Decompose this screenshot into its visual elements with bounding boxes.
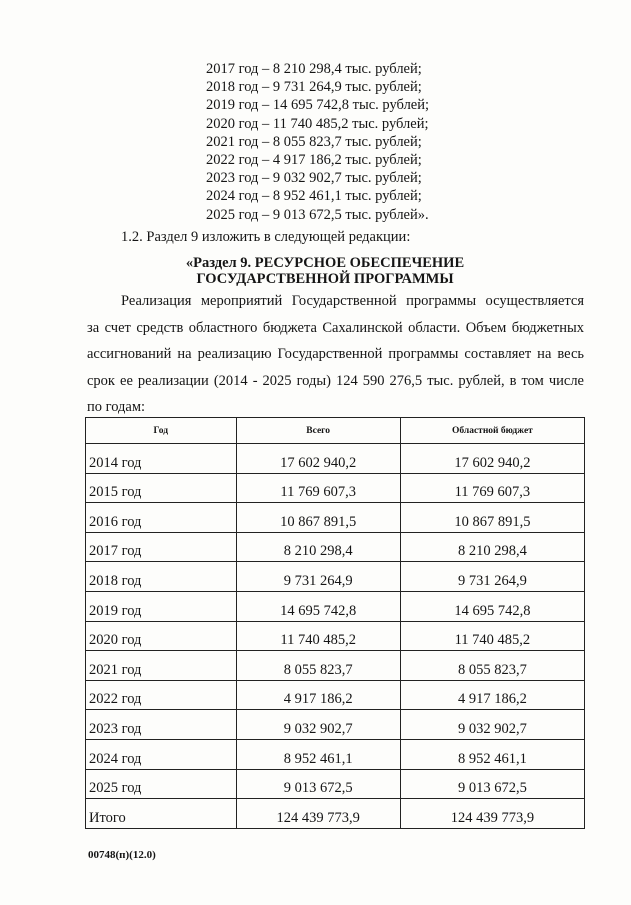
cell-year: 2014 год (86, 444, 237, 474)
paragraph-line: за счет средств областного бюджета Сахалинской области. Объем бюджетных (87, 319, 584, 336)
cell-total: 10 867 891,5 (236, 503, 400, 533)
table-row (86, 621, 585, 651)
cell-total: 8 210 298,4 (236, 532, 400, 562)
cell-regional: 11 769 607,3 (400, 473, 584, 503)
cell-regional: 124 439 773,9 (400, 799, 584, 829)
cell-year: 2025 год (86, 769, 237, 799)
paragraph-line: Реализация мероприятий Государственной программы осуществляется (121, 293, 584, 309)
table-row (86, 473, 585, 503)
table-row (86, 651, 585, 681)
cell-year: Итого (86, 799, 237, 829)
table-row (86, 562, 585, 592)
table-total-row (86, 799, 585, 829)
table-row (86, 532, 585, 562)
table-row (86, 739, 585, 769)
cell-year: 2023 год (86, 710, 237, 740)
year-list-item: 2019 год – 14 695 742,8 тыс. рублей; (206, 97, 430, 114)
cell-total: 124 439 773,9 (236, 799, 400, 829)
cell-year: 2018 год (86, 562, 237, 592)
body-paragraph (87, 288, 584, 421)
cell-regional: 17 602 940,2 (400, 444, 584, 474)
cell-regional: 14 695 742,8 (400, 591, 584, 621)
document-code: 00748(п)(12.0) (88, 849, 156, 861)
header-regional-budget: Областной бюджет (400, 418, 584, 444)
cell-total: 14 695 742,8 (236, 591, 400, 621)
section-title-line: ГОСУДАРСТВЕННОЙ ПРОГРАММЫ (196, 271, 454, 287)
table-row (86, 710, 585, 740)
cell-year: 2021 год (86, 651, 237, 681)
year-list-item: 2017 год – 8 210 298,4 тыс. рублей; (206, 61, 422, 77)
cell-year: 2015 год (86, 473, 237, 503)
cell-total: 8 952 461,1 (236, 739, 400, 769)
cell-total: 9 731 264,9 (236, 562, 400, 592)
table-row (86, 769, 585, 799)
cell-total: 17 602 940,2 (236, 444, 400, 474)
cell-total: 4 917 186,2 (236, 680, 400, 710)
cell-total: 9 013 672,5 (236, 769, 400, 799)
cell-year: 2022 год (86, 680, 237, 710)
paragraph-line: срок ее реализации (2014 - 2025 годы) 124 590 276,5 тыс. рублей, в том числе (87, 372, 584, 389)
cell-regional: 11 740 485,2 (400, 621, 584, 651)
section-title-line: «Раздел 9. РЕСУРСНОЕ ОБЕСПЕЧЕНИЕ (185, 255, 465, 271)
cell-year: 2016 год (86, 503, 237, 533)
cell-total: 11 740 485,2 (236, 621, 400, 651)
section-title (150, 255, 500, 287)
year-list-item: 2021 год – 8 055 823,7 тыс. рублей; (206, 133, 422, 150)
table-row (86, 591, 585, 621)
cell-total: 11 769 607,3 (236, 473, 400, 503)
cell-regional: 9 032 902,7 (400, 710, 584, 740)
cell-regional: 9 013 672,5 (400, 769, 584, 799)
cell-total: 8 055 823,7 (236, 651, 400, 681)
paragraph-line: ассигнований на реализацию Государственной программы составляет на весь (87, 346, 584, 362)
cell-regional: 9 731 264,9 (400, 562, 584, 592)
year-list-item: 2024 год – 8 952 461,1 тыс. рублей; (206, 188, 422, 205)
cell-regional: 10 867 891,5 (400, 503, 584, 533)
cell-year: 2024 год (86, 739, 237, 769)
year-funding-list (206, 60, 429, 224)
cell-regional: 4 917 186,2 (400, 680, 584, 710)
cell-regional: 8 952 461,1 (400, 739, 584, 769)
paragraph-line: по годам: (87, 399, 146, 415)
cell-year: 2019 год (86, 591, 237, 621)
cell-regional: 8 210 298,4 (400, 532, 584, 562)
year-list-item: 2018 год – 9 731 264,9 тыс. рублей; (206, 79, 422, 96)
year-list-item: 2025 год – 9 013 672,5 тыс. рублей». (206, 206, 429, 223)
header-total: Всего (236, 418, 400, 444)
table-row (86, 680, 585, 710)
cell-total: 9 032 902,7 (236, 710, 400, 740)
year-list-item: 2022 год – 4 917 186,2 тыс. рублей; (206, 151, 422, 168)
cell-regional: 8 055 823,7 (400, 651, 584, 681)
table-row (86, 444, 585, 474)
cell-year: 2020 год (86, 621, 237, 651)
year-list-item: 2020 год – 11 740 485,2 тыс. рублей; (206, 115, 429, 132)
header-year: Год (86, 418, 237, 444)
cell-year: 2017 год (86, 532, 237, 562)
section-intro: 1.2. Раздел 9 изложить в следующей редакции: (121, 229, 411, 245)
table-row (86, 503, 585, 533)
year-list-item: 2023 год – 9 032 902,7 тыс. рублей; (206, 170, 422, 187)
table-header-row (86, 418, 585, 444)
budget-table (85, 417, 585, 829)
